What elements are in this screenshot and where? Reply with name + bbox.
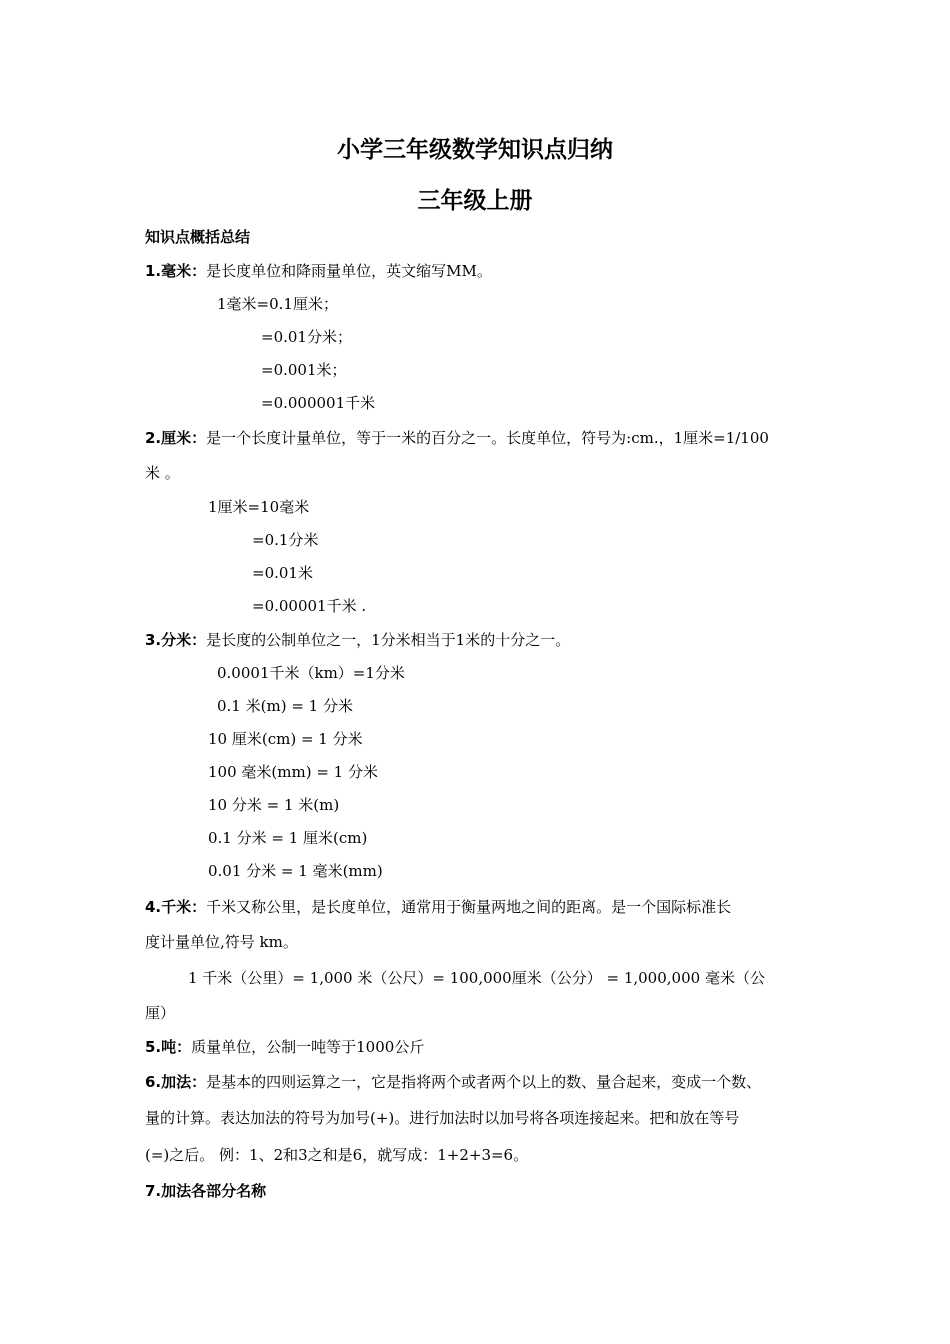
item-2-line: 1厘米=10毫米 [208,498,310,516]
item-3-line: 0.0001千米（km）=1分米 [217,664,405,682]
section-heading: 知识点概括总结 [145,228,251,246]
item-1-text: 是长度单位和降雨量单位，英文缩写MM。 [206,262,492,280]
item-1-line: =0.01分米； [261,328,352,346]
item-5-term: 5.吨： [145,1038,192,1056]
item-3-line: 0.01 分米 = 1 毫米(mm) [208,862,383,880]
item-1-line: =0.001米； [261,361,347,379]
item-2-term: 2.厘米： [145,429,207,447]
item-2-line: 米 。 [145,464,180,482]
item-1-heading [145,261,492,281]
item-3-line: 10 厘米(cm) = 1 分米 [208,730,363,748]
item-4-line: 1 千米（公里）= 1,000 米（公尺）= 100,000厘米（公分） = 1,000,000 毫米（公 [188,969,765,987]
item-1-line: =0.000001千米 [261,394,376,412]
item-4-line: 厘） [145,1004,176,1022]
item-7-heading: 7.加法各部分名称 [145,1182,267,1200]
item-6-line: (=)之后。 例：1、2和3之和是6，就写成：1+2+3=6。 [145,1146,529,1164]
item-2-line: =0.1分米 [252,531,319,549]
item-4-text: 千米又称公里，是长度单位，通常用于衡量两地之间的距离。是一个国际标准长 [206,898,732,916]
item-2-text: 是一个长度计量单位，等于一米的百分之一。长度单位，符号为:cm.，1厘米=1/100 [206,429,769,447]
item-6-heading [145,1072,761,1092]
item-3-line: 100 毫米(mm) = 1 分米 [208,763,378,781]
item-1-line: 1毫米=0.1厘米； [217,295,338,313]
item-1-term: 1.毫米： [145,262,207,280]
item-6-line: 量的计算。表达加法的符号为加号(+)。进行加法时以加号将各项连接起来。把和放在等号 [145,1109,740,1127]
doc-subtitle: 三年级上册 [417,188,533,214]
item-3-term: 3.分米： [145,631,207,649]
item-3-line: 10 分米 = 1 米(m) [208,796,340,814]
item-2-line: =0.01米 [252,564,313,582]
item-2-heading [145,428,769,448]
item-5-heading [145,1037,424,1057]
item-4-heading [145,897,731,917]
item-4-term: 4.千米： [145,898,207,916]
doc-title: 小学三年级数学知识点归纳 [337,137,613,163]
item-3-text: 是长度的公制单位之一，1分米相当于1米的十分之一。 [206,631,571,649]
item-4-line: 度计量单位,符号 km。 [145,933,298,951]
item-3-line: 0.1 分米 = 1 厘米(cm) [208,829,368,847]
item-3-heading [145,630,570,650]
item-3-line: 0.1 米(m) = 1 分米 [217,697,353,715]
item-2-line: =0.00001千米 . [252,597,367,615]
item-6-term: 6.加法： [145,1073,207,1091]
item-5-text: 质量单位，公制一吨等于1000公斤 [191,1038,425,1056]
item-6-text: 是基本的四则运算之一，它是指将两个或者两个以上的数、量合起来，变成一个数、 [206,1073,762,1091]
